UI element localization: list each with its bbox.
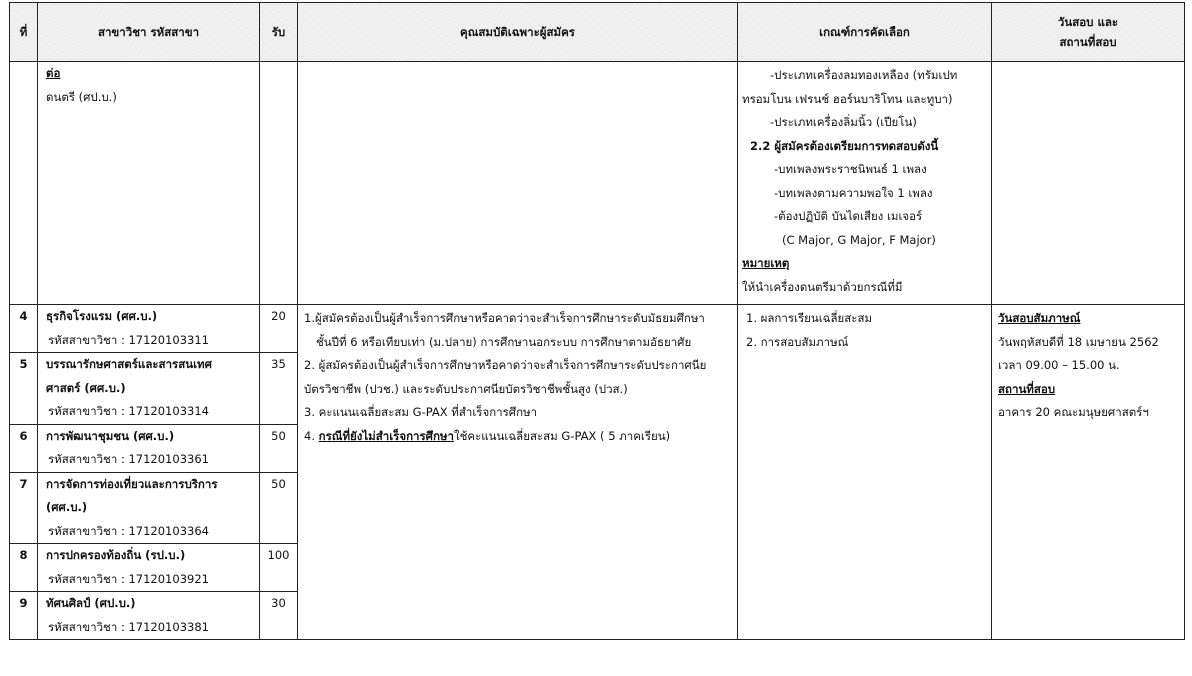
program-code: รหัสสาขาวิชา : 17120103921 <box>48 571 209 586</box>
row-number: 7 <box>10 472 38 544</box>
program-quota: 50 <box>260 424 298 472</box>
criteria-line: -บทเพลงตามความพอใจ 1 เพลง <box>774 185 933 200</box>
header-schedule <box>992 3 1185 62</box>
shared-qualifications <box>298 305 738 640</box>
schedule-date: วันพฤหัสบดีที่ 18 เมษายน 2562 <box>998 334 1159 349</box>
program-code: รหัสสาขาวิชา : 17120103381 <box>48 619 209 634</box>
continued-program <box>38 62 260 305</box>
program-code: รหัสสาขาวิชา : 17120103311 <box>48 332 209 347</box>
row-number: 8 <box>10 544 38 592</box>
qualification-line: 2. ผู้สมัครต้องเป็นผู้สำเร็จการศึกษาหรือคาดว่าจะสำเร็จการศึกษาระดับประกาศนีย <box>304 358 707 372</box>
admission-table <box>9 2 1185 640</box>
criteria-item: 1. ผลการเรียนเฉลี่ยสะสม <box>746 311 873 325</box>
program-cell <box>38 305 260 353</box>
header-criteria: เกณฑ์การคัดเลือก <box>738 3 992 62</box>
qualification-4-rest: ใช้คะแนนเฉลี่ยสะสม G-PAX ( 5 ภาคเรียน) <box>453 428 671 443</box>
criteria-line: ทรอมโบน เฟรนช์ ฮอร์นบาริโทน และทูบา) <box>742 91 953 106</box>
program-name: การพัฒนาชุมชน (ศศ.บ.) <box>46 428 175 443</box>
program-row-4 <box>10 305 1185 353</box>
continued-quota <box>260 62 298 305</box>
qualification-line: ชั้นปีที่ 6 หรือเทียบเท่า (ม.ปลาย) การศึกษานอกระบบ การศึกษาตามอัธยาศัย <box>316 334 692 349</box>
program-cell <box>38 472 260 544</box>
criteria-line: -ประเภทเครื่องลิ่มนิ้ว (เปียโน) <box>770 115 917 129</box>
row-number: 9 <box>10 592 38 640</box>
continued-qualifications <box>298 62 738 305</box>
row-number: 6 <box>10 424 38 472</box>
criteria-line: -ต้องปฏิบัติ บันไดเสียง เมเจอร์ <box>774 209 923 223</box>
schedule-time: เวลา 09.00 – 15.00 น. <box>998 358 1120 372</box>
program-cell <box>38 592 260 640</box>
header-schedule-line2: สถานที่สอบ <box>1059 35 1117 49</box>
program-name: การปกครองท้องถิ่น (รป.บ.) <box>46 548 186 562</box>
qualification-line: 1.ผู้สมัครต้องเป็นผู้สำเร็จการศึกษาหรือคาดว่าจะสำเร็จการศึกษาระดับมัธยมศึกษา <box>304 311 705 325</box>
criteria-item: 2. การสอบสัมภาษณ์ <box>746 334 849 349</box>
shared-schedule <box>992 305 1185 640</box>
qualification-4-emphasis: กรณีที่ยังไม่สำเร็จการศึกษา <box>318 428 454 443</box>
program-code: รหัสสาขาวิชา : 17120103361 <box>48 452 209 466</box>
continued-schedule <box>992 62 1185 305</box>
qualification-line: 3. คะแนนเฉลี่ยสะสม G-PAX ที่สำเร็จการศึกษา <box>304 405 538 419</box>
criteria-line: -บทเพลงพระราชนิพนธ์ 1 เพลง <box>774 162 927 176</box>
row-number: 5 <box>10 353 38 425</box>
program-name: ธุรกิจโรงแรม (ศศ.บ.) <box>46 309 158 323</box>
header-row <box>10 3 1185 62</box>
shared-criteria <box>738 305 992 640</box>
program-quota: 50 <box>260 472 298 544</box>
program-quota: 30 <box>260 592 298 640</box>
qualification-line: บัตรวิชาชีพ (ปวช.) และระดับประกาศนียบัตรวิชาชีพชั้นสูง (ปวส.) <box>304 381 628 396</box>
venue: อาคาร 20 คณะมนุษยศาสตร์ฯ <box>998 405 1149 419</box>
criteria-line: (C Major, G Major, F Major) <box>782 232 936 247</box>
schedule-title: วันสอบสัมภาษณ์ <box>998 311 1081 325</box>
program-name-cont: (ศศ.บ.) <box>46 500 88 514</box>
qualification-line-4 <box>304 425 731 449</box>
program-quota: 20 <box>260 305 298 353</box>
venue-title: สถานที่สอบ <box>998 381 1056 396</box>
qualification-4-prefix: 4. <box>304 428 319 443</box>
program-cell <box>38 424 260 472</box>
header-no: ที่ <box>10 3 38 62</box>
program-code: รหัสสาขาวิชา : 17120103364 <box>48 523 209 538</box>
criteria-note-title: หมายเหตุ <box>742 256 790 270</box>
continued-row <box>10 62 1185 305</box>
program-name: ทัศนศิลป์ (ศป.บ.) <box>46 596 136 610</box>
program-quota: 100 <box>260 544 298 592</box>
program-name: การจัดการท่องเที่ยวและการบริการ <box>46 476 218 491</box>
criteria-note: ให้นำเครื่องดนตรีมาด้วยกรณีที่มี <box>742 279 903 294</box>
program-name-cont: ศาสตร์ (ศศ.บ.) <box>46 380 126 395</box>
criteria-line: -ประเภทเครื่องลมทองเหลือง (ทรัมเปท <box>770 68 958 82</box>
continued-no <box>10 62 38 305</box>
criteria-line: 2.2 ผู้สมัครต้องเตรียมการทดสอบดังนี้ <box>750 138 939 153</box>
program-name: บรรณารักษศาสตร์และสารสนเทศ <box>46 357 212 371</box>
header-program: สาขาวิชา รหัสสาขา <box>38 3 260 62</box>
continued-criteria <box>738 62 992 305</box>
program-code: รหัสสาขาวิชา : 17120103314 <box>48 404 209 418</box>
program-quota: 35 <box>260 353 298 425</box>
continued-label: ต่อ <box>46 66 61 80</box>
header-schedule-line1: วันสอบ และ <box>1057 15 1119 29</box>
row-number: 4 <box>10 305 38 353</box>
program-cell <box>38 353 260 425</box>
program-cell <box>38 544 260 592</box>
header-quota: รับ <box>260 3 298 62</box>
continued-program-name: ดนตรี (ศป.บ.) <box>46 89 117 104</box>
header-qualifications: คุณสมบัติเฉพาะผู้สมัคร <box>298 3 738 62</box>
